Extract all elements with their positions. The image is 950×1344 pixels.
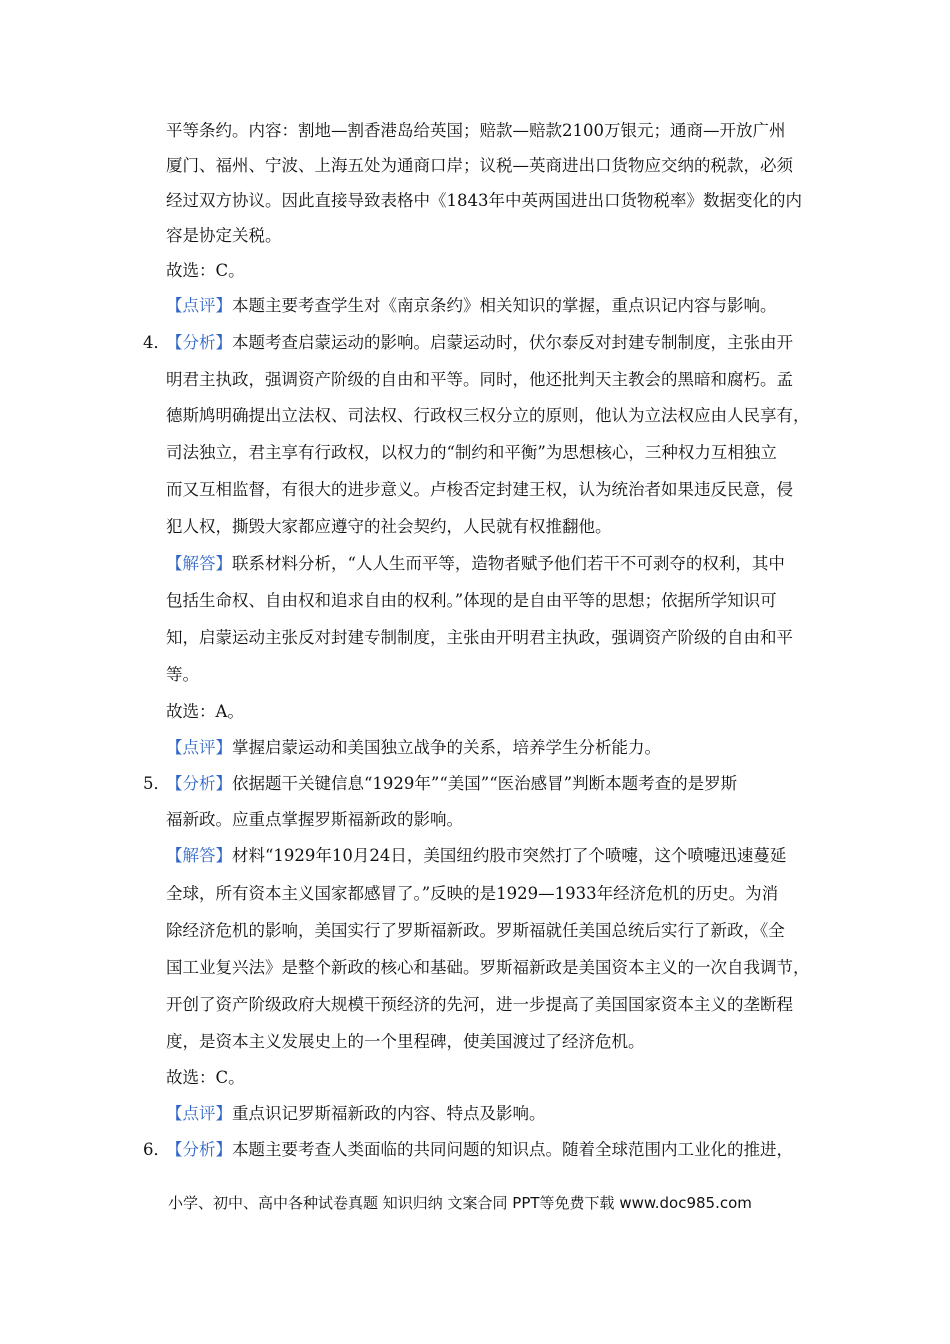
q5-choice: 故选：C。 — [166, 1068, 245, 1087]
q4-analysis-first: 本题考查启蒙运动的影响。启蒙运动时，伏尔泰反对封建专制制度，主张由开 — [232, 333, 793, 352]
q4-analysis-line-5: 而又互相监督，有很大的进步意义。卢梭否定封建王权，认为统治者如果违反民意，侵 — [166, 480, 793, 499]
q6-analysis-first: 本题主要考查人类面临的共同问题的知识点。随着全球范围内工业化的推进， — [232, 1140, 793, 1159]
q4-answer-first: 联系材料分析，“人人生而平等，造物者赋予他们若干不可剥夺的权利，其中 — [232, 554, 785, 573]
q4-choice: 故选：A。 — [166, 702, 244, 721]
q3-text-line-2: 厦门、福州、宁波、上海五处为通商口岸；议税—英商进出口货物应交纳的税款，必须 — [166, 156, 793, 175]
q4-analysis-line-6: 犯人权，撕毁大家都应遵守的社会契约，人民就有权推翻他。 — [166, 517, 612, 536]
q3-text-line-1: 平等条约。内容：割地—割香港岛给英国；赔款—赔款2100万银元；通商—开放广州 — [166, 121, 786, 140]
q5-answer-line-4: 国工业复兴法》是整个新政的核心和基础。罗斯福新政是美国资本主义的一次自我调节， — [166, 958, 810, 977]
comment-tag: 【点评】 — [166, 1104, 232, 1123]
page-footer: 小学、初中、高中各种试卷真题 知识归纳 文案合同 PPT等免费下载 www.doc985.com — [168, 1194, 752, 1212]
q5-comment — [166, 1104, 546, 1124]
q5-number: 5． — [143, 774, 170, 793]
q4-comment — [166, 738, 661, 758]
q5-answer-line-3: 除经济危机的影响，美国实行了罗斯福新政。罗斯福就任美国总统后实行了新政，《全 — [166, 921, 785, 940]
q4-number: 4． — [143, 333, 170, 352]
q4-comment-text: 掌握启蒙运动和美国独立战争的关系，培养学生分析能力。 — [232, 738, 661, 757]
q6-analysis-line-1 — [166, 1140, 793, 1160]
q5-answer-first: 材料“1929年10月24日，美国纽约股市突然打了个喷嚏，这个喷嚏迅速蔓延 — [232, 846, 787, 865]
q5-analysis-first: 依据题干关键信息“1929年”“美国”“医治感冒”判断本题考查的是罗斯 — [232, 774, 738, 793]
q4-answer-line-4: 等。 — [166, 665, 199, 684]
q4-analysis-line-3: 德斯鸠明确提出立法权、司法权、行政权三权分立的原则，他认为立法权应由人民享有， — [166, 406, 810, 425]
q5-answer-line-6: 度，是资本主义发展史上的一个里程碑，使美国渡过了经济危机。 — [166, 1032, 645, 1051]
q6-number: 6． — [143, 1140, 170, 1159]
q3-choice: 故选：C。 — [166, 261, 245, 280]
q3-text-line-3: 经过双方协议。因此直接导致表格中《1843年中英两国进出口货物税率》数据变化的内 — [166, 191, 802, 210]
q3-text-line-4: 容是协定关税。 — [166, 226, 282, 245]
answer-tag: 【解答】 — [166, 846, 232, 865]
comment-tag: 【点评】 — [166, 296, 232, 315]
analysis-tag: 【分析】 — [166, 774, 232, 793]
q5-analysis-line-2: 福新政。应重点掌握罗斯福新政的影响。 — [166, 810, 463, 829]
q5-answer-line-2: 全球，所有资本主义国家都感冒了。”反映的是1929—1933年经济危机的历史。为消 — [166, 884, 779, 903]
answer-tag: 【解答】 — [166, 554, 232, 573]
q4-analysis-line-4: 司法独立，君主享有行政权，以权力的“制约和平衡”为思想核心，三种权力互相独立 — [166, 443, 777, 462]
q4-analysis-line-2: 明君主执政，强调资产阶级的自由和平等。同时，他还批判天主教会的黑暗和腐朽。孟 — [166, 370, 793, 389]
analysis-tag: 【分析】 — [166, 1140, 232, 1159]
q4-answer-line-1 — [166, 554, 785, 574]
q3-comment — [166, 296, 777, 316]
q5-comment-text: 重点识记罗斯福新政的内容、特点及影响。 — [232, 1104, 546, 1123]
q5-analysis-line-1 — [166, 774, 737, 794]
q5-answer-line-5: 开创了资产阶级政府大规模干预经济的先河，进一步提高了美国国家资本主义的垄断程 — [166, 995, 793, 1014]
q4-answer-line-2: 包括生命权、自由权和追求自由的权利。”体现的是自由平等的思想；依据所学知识可 — [166, 591, 777, 610]
q4-answer-line-3: 知，启蒙运动主张反对封建专制制度，主张由开明君主执政，强调资产阶级的自由和平 — [166, 628, 793, 647]
q3-comment-text: 本题主要考查学生对《南京条约》相关知识的掌握，重点识记内容与影响。 — [232, 296, 777, 315]
comment-tag: 【点评】 — [166, 738, 232, 757]
q5-answer-line-1 — [166, 846, 786, 866]
analysis-tag: 【分析】 — [166, 333, 232, 352]
q4-analysis-line-1 — [166, 333, 793, 353]
